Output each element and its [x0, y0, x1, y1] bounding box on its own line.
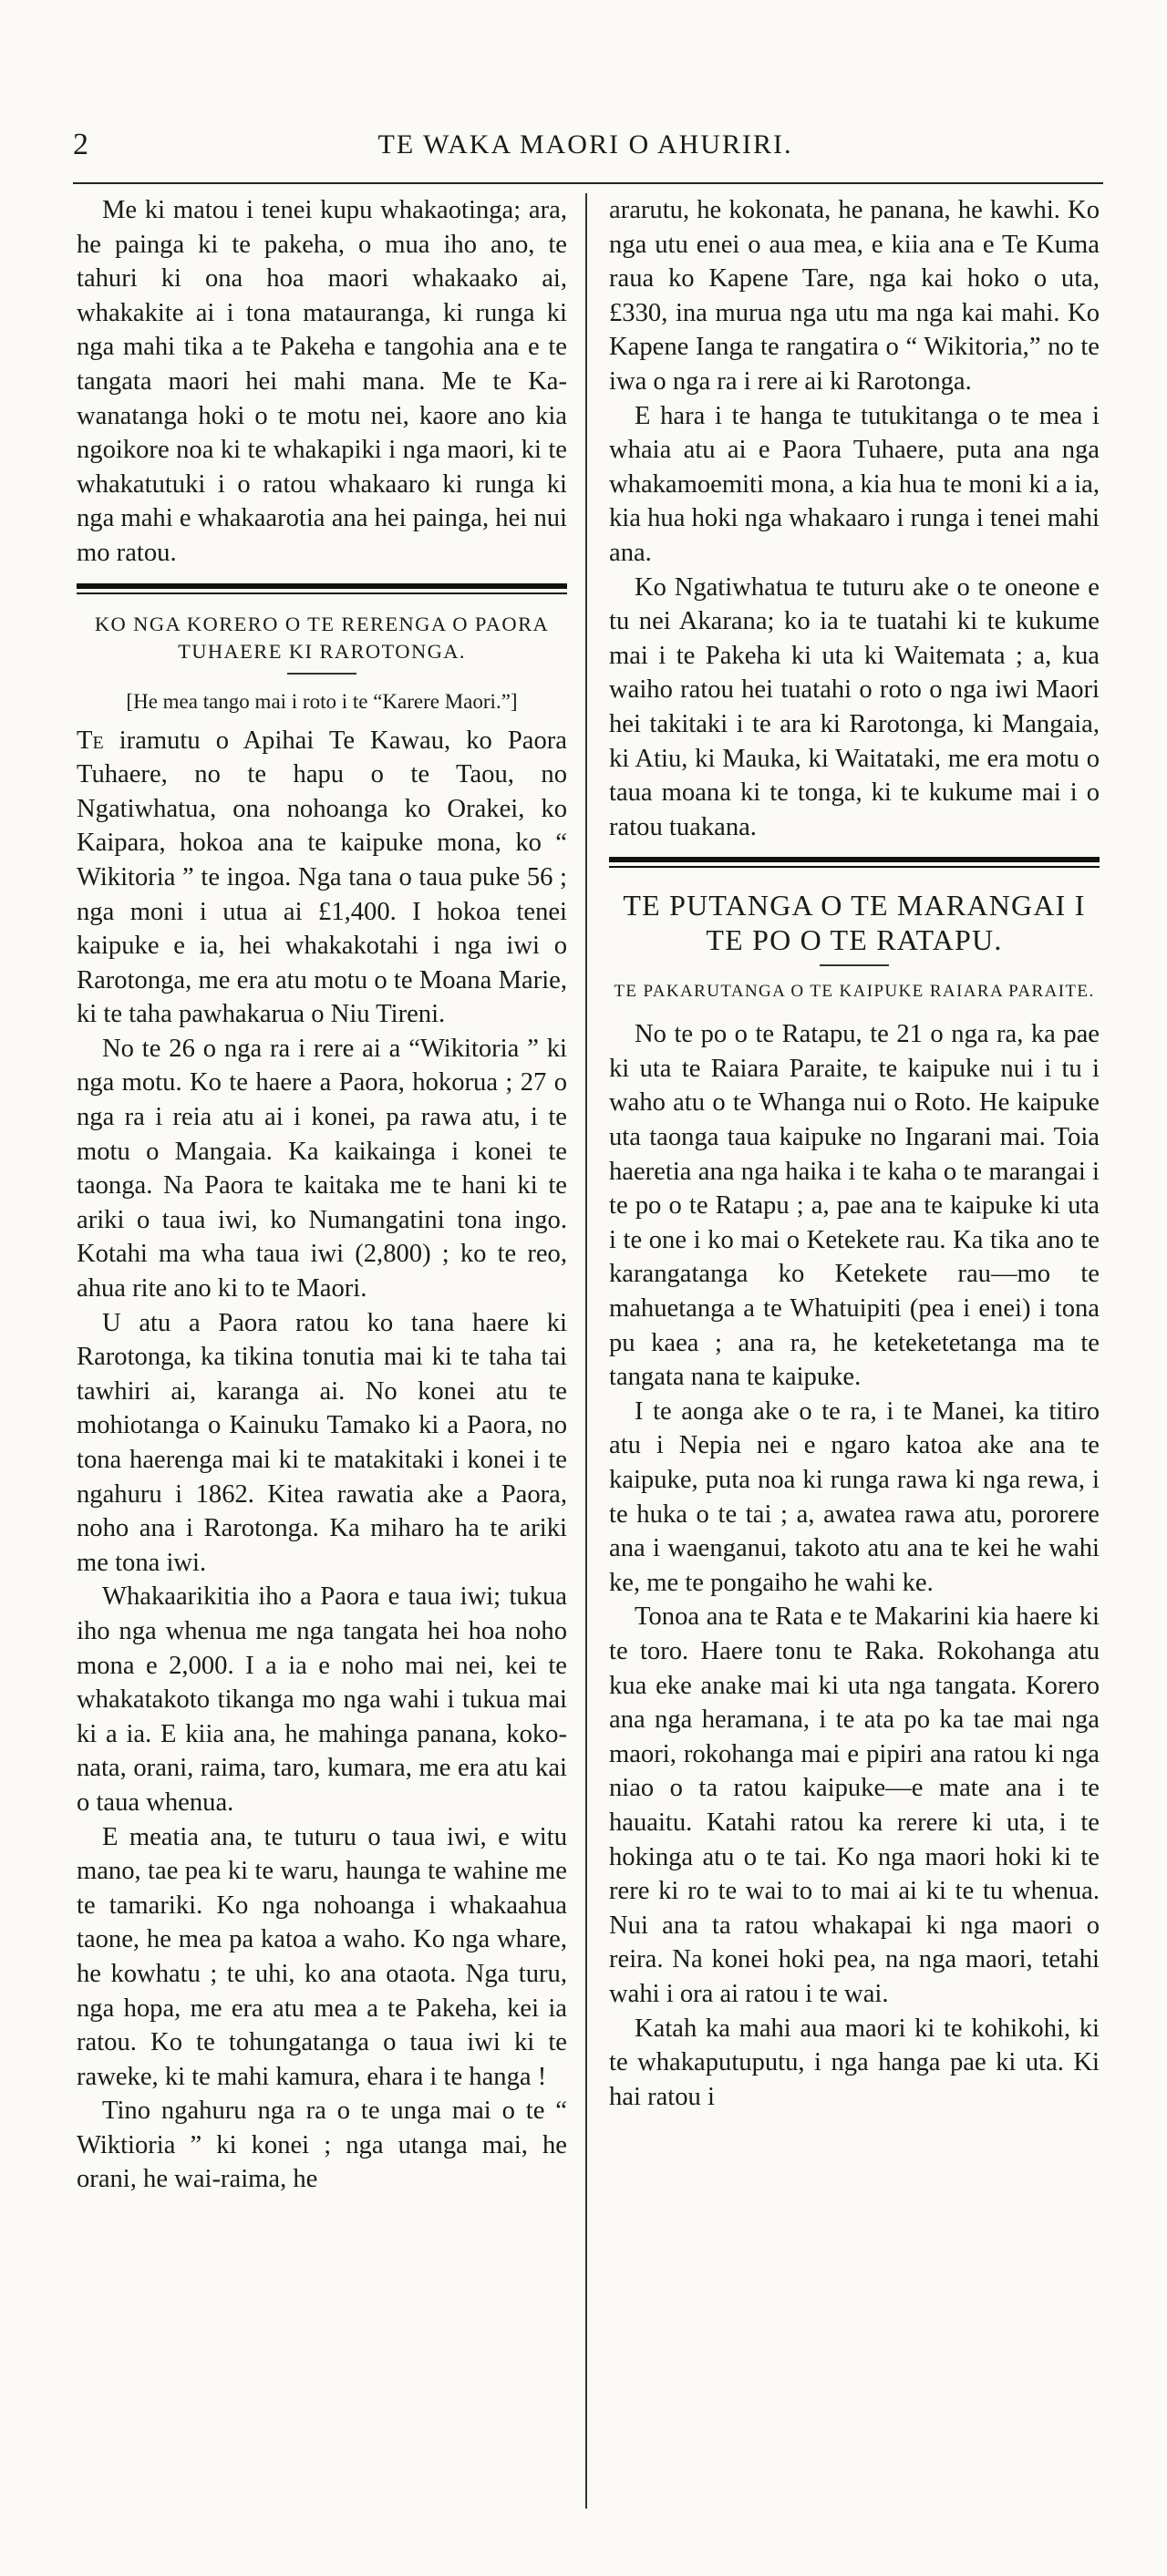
- paragraph: Te iramutu o Apihai Te Kawau, ko Paora Tuhaere, no te hapu o te Taou, no Ngatiwhatua, ona nohoanga ko Orakei, ko Kaipara, hokoa ana te kaipuke mona, ko “ Wikitoria ” te ingoa. Nga tana o taua puke 56 ; nga moni i utua ai £1,400. I hokoa tenei kaipuke e ia, hei whakakotahi i nga iwi o Rarotonga, me era atu motu o te Moana Marie, ki te taha pawhakarua o Niu Tireni.: [77, 726, 567, 1029]
- paragraph: Tonoa ana te Rata e te Makarini kia haere ki te toro. Haere tonu te Raka. Rokohanga atu kua eke anake mai ki uta nga tangata. Korero ana nga heramana, i te ata po ka tae mai nga maori, rokohanga mai e pipiri ana ratou ki nga niao o ta ratou kaipuke—e mate ana i te hauaitu. Katahi ratou ka rerere ki uta, i te hokinga atu o te tai. Ko nga maori hoki ki te rere ki ro te wai to to mai ai ki te tu whenua. Nui ana ta ratou whakapai ki nga maori o reira. Na konei hoki pea, na nga maori, tetahi wahi i ora ai ratou i te wai.: [609, 1602, 1100, 2008]
- section-title: KO NGA KORERO O TE RERENGA O PAORA TUHAERE KI RAROTONGA.: [94, 612, 550, 663]
- left-column: [77, 193, 567, 2197]
- title-rule: [287, 673, 356, 675]
- source-note: [He mea tango mai i roto i te “Karere Maori.”]: [126, 689, 518, 713]
- paragraph: Katah ka mahi aua maori ki te kohikohi, ki te whakaputuputu, i nga hanga pae ki uta. Ki hai ratou i: [609, 2014, 1100, 2111]
- section-title: TE PUTANGA O TE MARANGAI I TE PO O TE RATAPU.: [623, 889, 1086, 957]
- section-divider: [609, 857, 1100, 868]
- header-rule: [73, 182, 1103, 184]
- paragraph: Me ki matou i tenei kupu whakaotinga; ara, he painga ki te pakeha, o mua iho ano, te tahuri ki ona hoa maori whakaako ai, whakakite ai i tona matauranga, ki runga ki nga mahi tika a te Pakeha e tangohia ana e te tangata maori hei mahi mana. Me te Kawanatanga hoki o te motu nei, kaore ano kia ngoikore noa ki te whakapiki i nga maori, ki te whakatutuki i o ratou whakaaro ki runga ki nga mahi e whakaarotia ana hei painga, hei nui mo ratou.: [77, 196, 567, 567]
- paragraph: Tino ngahuru nga ra o te unga mai o te “ Wiktioria ” ki konei ; nga utanga mai, he orani, he wai-raima, he: [77, 2097, 567, 2194]
- paragraph: Ko Ngatiwhatua te tuturu ake o te oneone e tu nei Akarana; ko ia te tuatahi ki te kukume mai i te Pakeha ki uta ki Waitemata ; a, kua waiho ratou hei tuatahi o roto o nga iwi Maori hei takitaki i te ara ki Rarotonga, ki Mangaia, ki Atiu, ki Mauka, ki Waitataki, me era motu o taua moana ki te tonga, ki te kukume mai i o ratou tuakana.: [609, 572, 1100, 841]
- paragraph: No te po o te Ratapu, te 21 o nga ra, ka pae ki uta te Raiara Paraite, te kaipuke nui i tu i waho atu o te Whanga nui o Roto. He kaipuke uta taonga taua kaipuke no Ingarani mai. Toia haeretia ana nga haika i te kaha o te marangai i te po o te Ratapu ; a, pae ana te kaipuke ki uta i te one i ko mai o Ketekete rau. Ka tika ano te karangatanga ko Ketekete rau—mo te mahuetanga a te Whatuipiti (pea i enei) i tona pu kaea ; ana ra, he keteketetanga ma te tangata nana te kaipuke.: [609, 1020, 1100, 1392]
- paragraph: No te 26 o nga ra i rere ai a “Wikitoria ” ki nga motu. Ko te haere a Paora, hokorua ; 27 o nga ra i reia atu ai i konei, pa rawa atu, i te motu o Mangaia. Ka kaikainga i konei te taonga. Na Paora te kaitaka me te hani ki te ariki o taua iwi, ko Numangatini tona ingo. Kotahi ma wha taua iwi (2,800) ; ko te reo, ahua rite ano ki to te Maori.: [77, 1034, 567, 1303]
- right-column: [609, 193, 1100, 2114]
- section-divider: [77, 583, 567, 594]
- title-rule: [820, 964, 889, 966]
- column-divider: [585, 193, 587, 2509]
- paragraph: U atu a Paora ratou ko tana haere ki Rarotonga, ka tikina tonutia mai ki te taha tai tawhiri ai, karanga ai. No konei atu te mohiotanga o Kainuku Tamako ki a Paora, no tona haerenga mai ki te matakitaki i konei i te ngahuru i 1862. Kitea rawatia ake a Paora, noho ana i Rarotonga. Ka miharo ha te ariki me tona iwi.: [77, 1308, 567, 1577]
- paragraph: E meatia ana, te tuturu o taua iwi, e witu mano, tae pea ki te waru, haunga te wahine me te tamariki. Ko nga nohoanga i whakaahua taone, he mea pa katoa a waho. Ko nga whare, he kowhatu ; te uhi, ko ana otaota. Nga turu, nga hopa, me era atu mea a te Pakeha, kei ia ratou. Ko te tohungatanga o taua iwi ki te raweke, ki te mahi kamura, ehara i te hanga !: [77, 1822, 567, 2091]
- page-number: 2: [73, 128, 88, 161]
- page-header: [66, 128, 1105, 170]
- paragraph: E hara i te hanga te tutukitanga o te mea i whaia atu ai e Paora Tuhaere, puta ana nga whakamoemiti mona, a kia hua te moni ki a ia, kia hua hoki nga whakaaro i runga i tenei mahi ana.: [609, 401, 1100, 567]
- opening-word: Te: [77, 726, 104, 755]
- paragraph: ararutu, he kokonata, he panana, he kawhi. Ko nga utu enei o aua mea, e kiia ana e Te Kuma raua ko Kapene Tare, nga kai hoko o uta, £330, ina murua nga utu ma nga kai mahi. Ko Kapene Ianga te rangatira o “ Wikitoria,” no te iwa o nga ra i rere ai ki Rarotonga.: [609, 196, 1100, 396]
- running-title: TE WAKA MAORI O AHURIRI.: [377, 129, 793, 160]
- section-subtitle: TE PAKARUTANGA O TE KAIPUKE RAIARA PARAITE.: [614, 982, 1095, 1002]
- paragraph: I te aonga ake o te ra, i te Manei, ka titiro atu i Nepia nei e ngaro katoa ake ana te kaipuke, puta noa ki runga rawa ki nga rewa, i te huka o te tai ; a, awatea rawa atu, pororere ana i waenganui, takoto atu ana te kei he wahi ke, me te pongaiho he wahi ke.: [609, 1396, 1100, 1597]
- paragraph: Whakaarikitia iho a Paora e taua iwi; tukua iho nga whenua me nga tangata hei hoa noho mona e 2,000. I a ia e noho mai nei, kei te whakatakoto tikanga mo nga wahi i tukua mai ki a ia. E kiia ana, he mahinga panana, kokonata, orani, raima, taro, kumara, me era atu kai o taua whenua.: [77, 1582, 567, 1817]
